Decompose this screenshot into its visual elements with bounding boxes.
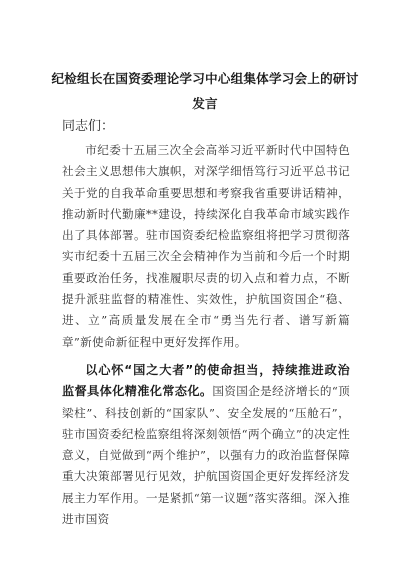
document-title: 纪检组长在国资委理论学习中心组集体学习会上的研讨发言 <box>51 71 359 111</box>
paragraph-lead-heading: 以心怀“国之大者”的使命担当，持续推进政治监督具体化精准化常态化。 <box>62 363 350 399</box>
paragraph-text: 国资国企是经济增长的“顶梁柱”、科技创新的“国家队”、安全发展的“压舱石”，驻市国资委纪检监察组将深刻领悟“两个确立”的决定性意义，自觉做到“两个维护”，以强有力的政治监督保障重大决策部署见行见效，护航国资国企更好发挥经济发展主力军作用。一是紧抓“第一议题”落实落细。深入推进市国资 <box>62 384 350 527</box>
body-paragraph-2 <box>62 360 350 530</box>
salutation: 同志们： <box>62 119 115 134</box>
paragraph-text: 市纪委十五届三次全会高举习近平新时代中国特色社会主义思想伟大旗帜，对深学细悟笃行习近平总书记关于党的自我革命重要思想和考察我省重要讲话精神，推动新时代勤廉**建设，持续深化自我革命市域实践作出了具体部署。驻市国资委纪检监察组将把学习贯彻落实市纪委十五届三次全会精神作为当前和今后一个时期重要政治任务，找准履职尽责的切入点和着力点，不断提升派驻监督的精准性、实效性，护航国资国企“稳、进、立”高质量发展在全市“勇当先行者、谱写新篇章”新使命新征程中更好发挥作用。 <box>62 143 350 349</box>
body-paragraph-1 <box>62 140 350 353</box>
